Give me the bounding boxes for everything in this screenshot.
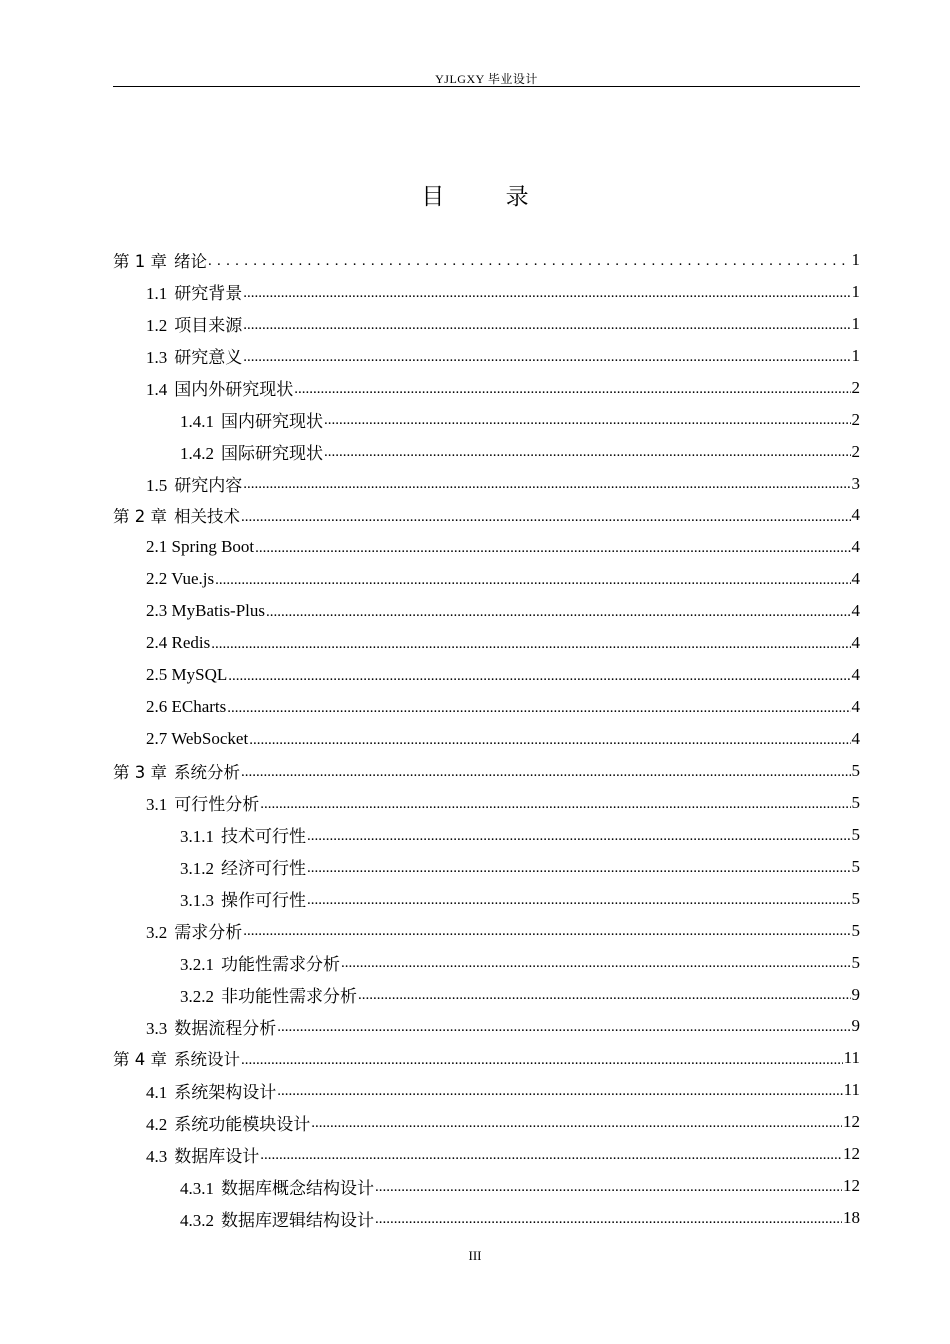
toc-entry-label [146,633,210,653]
toc-entry-label [146,311,242,336]
toc-entry-label [146,729,248,749]
toc-entry-text: 数据库设计 [174,1146,260,1166]
toc-entry-label [146,279,242,304]
toc-entry-text: 系统分析 [174,762,240,782]
toc-entry-text: 需求分析 [174,923,243,943]
toc-entry-page: 12 [843,1144,860,1164]
toc-entry[interactable] [113,755,860,787]
toc-entry-page: 4 [851,569,860,589]
toc-dot-leader [243,920,850,940]
toc-dot-leader [241,1049,843,1069]
toc-entry-page: 1 [851,345,860,365]
toc-entry-number: 4.3.1 [180,1178,214,1198]
toc-dot-leader [311,1112,842,1132]
toc-entry-text: 2.7 WebSocket [146,729,249,749]
toc-entry-label [180,1174,374,1199]
toc-entry-number: 1.4 [146,380,168,400]
toc-entry-label [146,601,265,621]
toc-entry-page: 4 [851,697,860,717]
page-number: III [468,1248,482,1263]
toc-entry-page: 5 [851,856,860,876]
toc-entry[interactable] [113,468,860,500]
toc-entry-number: 3.3 [146,1018,168,1038]
toc-entry-text: 2.5 MySQL [146,665,228,685]
header-rule [113,86,860,87]
toc-entry-text: 系统功能模块设计 [174,1114,311,1134]
table-of-contents [113,244,860,1234]
toc-dot-leader [260,1144,842,1164]
toc-entry-number: 3.2.2 [180,987,214,1007]
toc-entry-label [146,375,293,400]
toc-dot-leader [266,601,850,621]
toc-entry-number: 第 2 章 [113,507,167,527]
toc-entry[interactable] [113,819,860,851]
toc-dot-leader [324,409,851,429]
toc-dot-leader [215,569,850,589]
toc-dot-leader [208,250,851,270]
toc-entry-text: 经济可行性 [221,859,306,879]
toc-entry[interactable] [113,947,860,979]
toc-entry-label [146,343,242,368]
toc-entry[interactable] [113,340,860,372]
toc-dot-leader [358,984,851,1004]
toc-dot-leader [375,1208,842,1228]
toc-entry[interactable] [113,595,860,627]
toc-entry-page: 4 [851,505,860,525]
page-header: YJLGXY 毕业设计 [435,72,538,86]
toc-entry-page: 2 [851,441,860,461]
toc-entry-number: 第 1 章 [113,251,167,271]
toc-entry-number: 1.4.2 [180,444,214,464]
toc-entry-text: 项目来源 [174,316,243,336]
toc-entry[interactable] [113,276,860,308]
toc-entry[interactable] [113,691,860,723]
toc-entry-label [180,950,340,975]
toc-entry-number: 1.5 [146,476,168,496]
toc-entry[interactable] [113,244,860,276]
toc-entry-text: 2.1 Spring Boot [146,537,255,557]
toc-entry-label [113,248,207,272]
toc-entry[interactable] [113,531,860,563]
toc-entry-page: 9 [851,984,860,1004]
toc-entry-text: 数据流程分析 [174,1018,277,1038]
toc-entry-page: 2 [851,409,860,429]
toc-entry[interactable] [113,723,860,755]
toc-entry-page: 3 [851,473,860,493]
toc-entry-text: 系统设计 [174,1050,240,1070]
toc-entry-page: 18 [843,1208,860,1228]
toc-entry-text: 技术可行性 [221,827,306,847]
toc-entry-number: 1.3 [146,348,168,368]
toc-entry-label [146,918,242,943]
toc-entry-text: 国际研究现状 [221,444,323,464]
toc-entry-label [146,1078,276,1103]
toc-entry-label [146,537,254,557]
toc-entry-page: 5 [851,792,860,812]
toc-entry-number: 第 3 章 [113,762,167,782]
toc-entry-text: 操作可行性 [221,891,306,911]
toc-entry[interactable] [113,979,860,1011]
toc-entry[interactable] [113,851,860,883]
toc-entry-label [180,822,306,847]
toc-entry-label [146,697,226,717]
toc-entry[interactable] [113,1106,860,1138]
toc-dot-leader [243,314,850,334]
toc-dot-leader [211,633,850,653]
toc-entry-text: 2.6 ECharts [146,697,227,717]
toc-entry[interactable] [113,500,860,532]
toc-entry-number: 1.2 [146,316,168,336]
toc-entry[interactable] [113,563,860,595]
toc-dot-leader [341,952,851,972]
toc-entry[interactable] [113,1170,860,1202]
toc-entry-page: 9 [851,1016,860,1036]
toc-entry[interactable] [113,1138,860,1170]
toc-entry-number: 3.2 [146,923,168,943]
toc-entry-label [146,471,242,496]
toc-entry[interactable] [113,1011,860,1043]
toc-entry[interactable] [113,1074,860,1106]
toc-dot-leader [277,1016,850,1036]
toc-entry-page: 4 [851,633,860,653]
toc-entry[interactable] [113,436,860,468]
toc-dot-leader [294,378,850,398]
toc-entry-text: 数据库逻辑结构设计 [221,1210,374,1230]
toc-entry-text: 国内研究现状 [221,412,323,432]
toc-entry-page: 4 [851,729,860,749]
toc-entry-page: 1 [851,313,860,333]
toc-entry-label [113,1046,240,1070]
toc-title-left: 目 [421,184,445,210]
toc-entry-text: 功能性需求分析 [221,955,340,975]
toc-entry[interactable] [113,372,860,404]
toc-entry-label [113,503,240,527]
toc-entry-text: 绪论 [174,251,207,271]
toc-entry-label [146,790,259,815]
toc-entry[interactable] [113,1042,860,1074]
toc-entry-number: 1.1 [146,284,168,304]
toc-entry-page: 5 [851,888,860,908]
toc-entry-number: 3.1.3 [180,891,214,911]
toc-entry-label [180,439,323,464]
toc-title [0,178,950,211]
toc-entry-text: 非功能性需求分析 [221,987,357,1007]
toc-entry-text: 可行性分析 [174,795,260,815]
toc-entry-label [113,759,240,783]
toc-entry-text: 数据库概念结构设计 [221,1178,374,1198]
toc-dot-leader [260,793,850,813]
toc-entry-label [146,569,214,589]
toc-entry-label [180,854,306,879]
toc-entry-text: 研究意义 [174,348,243,368]
toc-entry-page: 11 [843,1080,860,1100]
toc-entry-number: 3.1.2 [180,859,214,879]
toc-dot-leader [324,441,851,461]
toc-dot-leader [307,825,851,845]
toc-entry-label [180,407,323,432]
toc-entry-number: 3.1.1 [180,827,214,847]
toc-entry[interactable] [113,308,860,340]
toc-dot-leader [243,473,850,493]
toc-dot-leader [241,506,851,526]
toc-entry[interactable] [113,883,860,915]
toc-entry-page: 1 [851,249,860,269]
toc-entry[interactable] [113,915,860,947]
toc-title-right: 录 [505,184,529,210]
toc-entry-text: 2.2 Vue.js [146,569,215,589]
toc-dot-leader [307,857,851,877]
toc-entry-text: 国内外研究现状 [174,380,294,400]
toc-entry-page: 12 [843,1112,860,1132]
toc-entry-text: 研究背景 [174,284,243,304]
toc-entry-text: 系统架构设计 [174,1082,277,1102]
toc-entry-label [180,1206,374,1231]
toc-dot-leader [241,761,851,781]
toc-entry-page: 5 [851,920,860,940]
toc-entry-page: 5 [851,952,860,972]
toc-entry[interactable] [113,404,860,436]
toc-entry[interactable] [113,1202,860,1234]
toc-entry-page: 5 [851,760,860,780]
toc-entry[interactable] [113,787,860,819]
toc-entry-number: 4.3.2 [180,1210,214,1230]
toc-dot-leader [375,1176,842,1196]
toc-entry-page: 11 [843,1048,860,1068]
toc-entry-text: 相关技术 [174,507,240,527]
toc-entry-number: 4.1 [146,1082,168,1102]
toc-entry[interactable] [113,627,860,659]
toc-dot-leader [255,537,850,557]
toc-dot-leader [277,1080,842,1100]
toc-entry-number: 1.4.1 [180,412,214,432]
toc-entry-page: 4 [851,601,860,621]
toc-entry-text: 2.4 Redis [146,633,211,653]
toc-entry-number: 3.2.1 [180,955,214,975]
toc-entry-page: 12 [843,1176,860,1196]
toc-entry-page: 4 [851,665,860,685]
toc-dot-leader [227,697,850,717]
toc-dot-leader [307,889,851,909]
toc-dot-leader [243,282,850,302]
toc-entry-label [180,982,357,1007]
toc-entry-label [146,1110,310,1135]
toc-entry-page: 2 [851,377,860,397]
toc-entry-page: 4 [851,537,860,557]
toc-entry-number: 3.1 [146,795,168,815]
toc-dot-leader [243,346,850,366]
toc-entry-page: 5 [851,824,860,844]
toc-entry-page: 1 [851,281,860,301]
toc-dot-leader [249,729,850,749]
toc-entry-label [146,665,227,685]
toc-entry-number: 4.3 [146,1146,168,1166]
toc-entry[interactable] [113,659,860,691]
toc-entry-label [146,1142,259,1167]
toc-entry-text: 2.3 MyBatis-Plus [146,601,266,621]
toc-entry-label [180,886,306,911]
toc-entry-label [146,1014,276,1039]
toc-entry-number: 4.2 [146,1114,168,1134]
toc-entry-number: 第 4 章 [113,1050,167,1070]
toc-entry-text: 研究内容 [174,476,243,496]
toc-dot-leader [228,665,850,685]
